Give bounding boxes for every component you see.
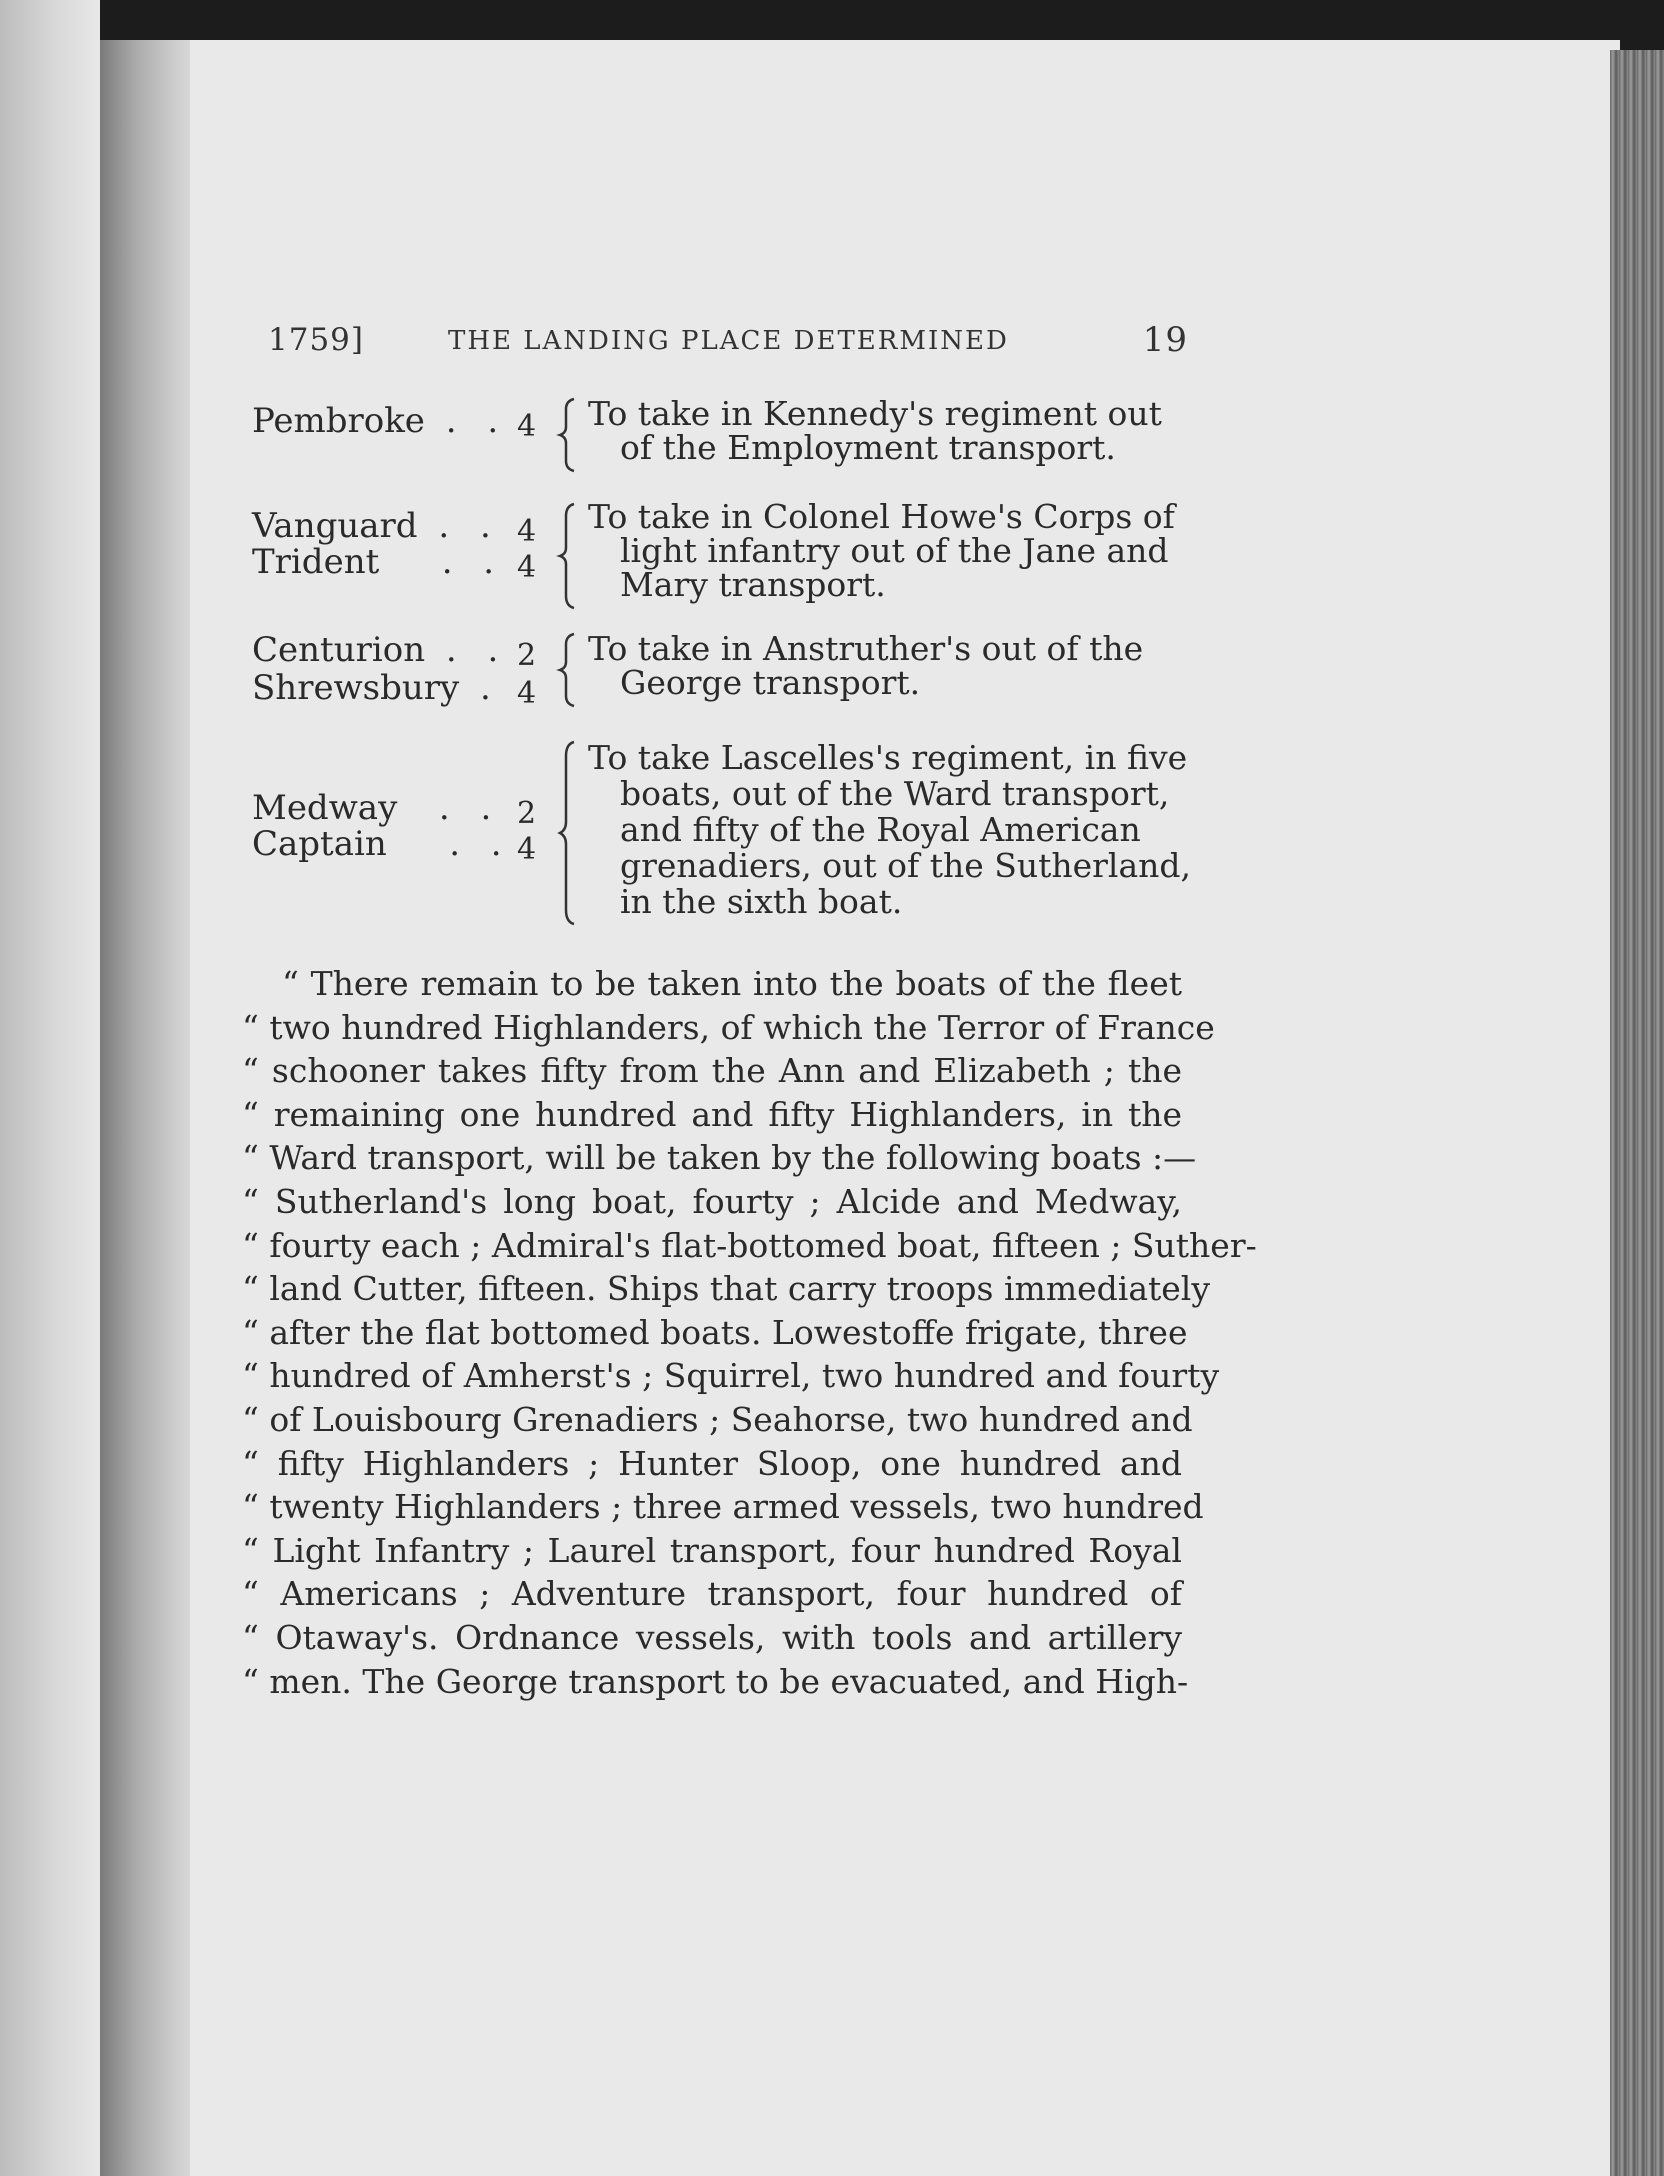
header-title: THE LANDING PLACE DETERMINED — [448, 326, 1009, 356]
ship-group-description: To take in Colonel Howe's Corps of light infantry out of the Jane and Mary transport. — [588, 497, 1175, 604]
ship-count: 4 — [517, 676, 537, 711]
body-paragraph — [242, 962, 1257, 1703]
running-header — [268, 318, 1188, 362]
brace-icon — [552, 630, 582, 710]
paragraph-line: “ twenty Highlanders ; three armed vessels, two hundred — [242, 1487, 1204, 1527]
paragraph-line: “ land Cutter, fifteen. Ships that carry troops immediately — [242, 1269, 1210, 1309]
brace-icon — [552, 395, 582, 475]
ship-group-description: To take in Kennedy's regiment out of the Employment transport. — [588, 394, 1162, 467]
page-stack-edge — [1610, 50, 1664, 2176]
paragraph-line: “ of Louisbourg Grenadiers ; Seahorse, two hundred and — [242, 1399, 1193, 1439]
ship-group-vanguard-trident — [252, 497, 1192, 612]
paragraph-line: “ two hundred Highlanders, of which the Terror of France — [242, 1007, 1215, 1047]
ship-group-description: To take in Anstruther's out of the George transport. — [588, 629, 1144, 702]
ship-count: 4 — [517, 550, 537, 585]
brace-icon — [552, 500, 582, 612]
ship-name: Captain . . — [252, 824, 512, 864]
paragraph-line: “ men. The George transport to be evacuated, and High- — [242, 1661, 1189, 1701]
ship-count: 4 — [517, 409, 537, 444]
paragraph-line: “ schooner takes fifty from the Ann and Elizabeth ; the — [242, 1051, 1182, 1091]
ship-group-pembroke — [252, 395, 1192, 475]
ship-name: Pembroke . . — [252, 401, 509, 441]
paragraph-line: “ Americans ; Adventure transport, four hundred of — [242, 1574, 1182, 1614]
ship-count: 2 — [517, 638, 537, 673]
ship-group-centurion-shrewsbury — [252, 630, 1192, 710]
paragraph-line: “ fifty Highlanders ; Hunter Sloop, one hundred and — [242, 1443, 1182, 1483]
brace-icon — [552, 738, 582, 928]
paragraph-line: “ Otaway's. Ordnance vessels, with tools and artillery — [242, 1617, 1182, 1657]
ship-group-description: To take Lascelles's regiment, in five boats, out of the Ward transport, and fifty of the Royal American grenadiers, out of the Sutherland, in the sixth boat. — [588, 738, 1192, 921]
paragraph-line: “ Sutherland's long boat, fourty ; Alcide and Medway, — [242, 1181, 1182, 1221]
ship-group-medway-captain — [252, 738, 1192, 928]
ship-name: Trident . . — [252, 542, 505, 582]
page-number: 19 — [1142, 320, 1188, 360]
paragraph-line: “ remaining one hundred and fifty Highlanders, in the — [242, 1094, 1182, 1134]
ship-count: 4 — [517, 514, 537, 549]
paragraph-line: “ Light Infantry ; Laurel transport, four hundred Royal — [242, 1530, 1182, 1570]
left-page-edge — [0, 0, 100, 2176]
paragraph-line: “ hundred of Amherst's ; Squirrel, two hundred and fourty — [242, 1356, 1220, 1396]
ship-name: Medway . . — [252, 788, 502, 828]
ship-name: Centurion . . — [252, 630, 509, 670]
paragraph-line: “ fourty each ; Admiral's flat-bottomed boat, fifteen ; Suther- — [242, 1225, 1257, 1265]
paragraph-line: “ There remain to be taken into the boats of the fleet — [282, 964, 1182, 1003]
paragraph-line: “ Ward transport, will be taken by the following boats :— — [242, 1138, 1197, 1178]
ship-name: Shrewsbury . — [252, 668, 501, 708]
ship-count: 2 — [517, 796, 537, 831]
ship-name: Vanguard . . — [252, 506, 501, 546]
paragraph-line: “ after the flat bottomed boats. Lowestoffe frigate, three — [242, 1312, 1188, 1352]
header-year: 1759] — [268, 322, 364, 358]
ship-count: 4 — [517, 832, 537, 867]
